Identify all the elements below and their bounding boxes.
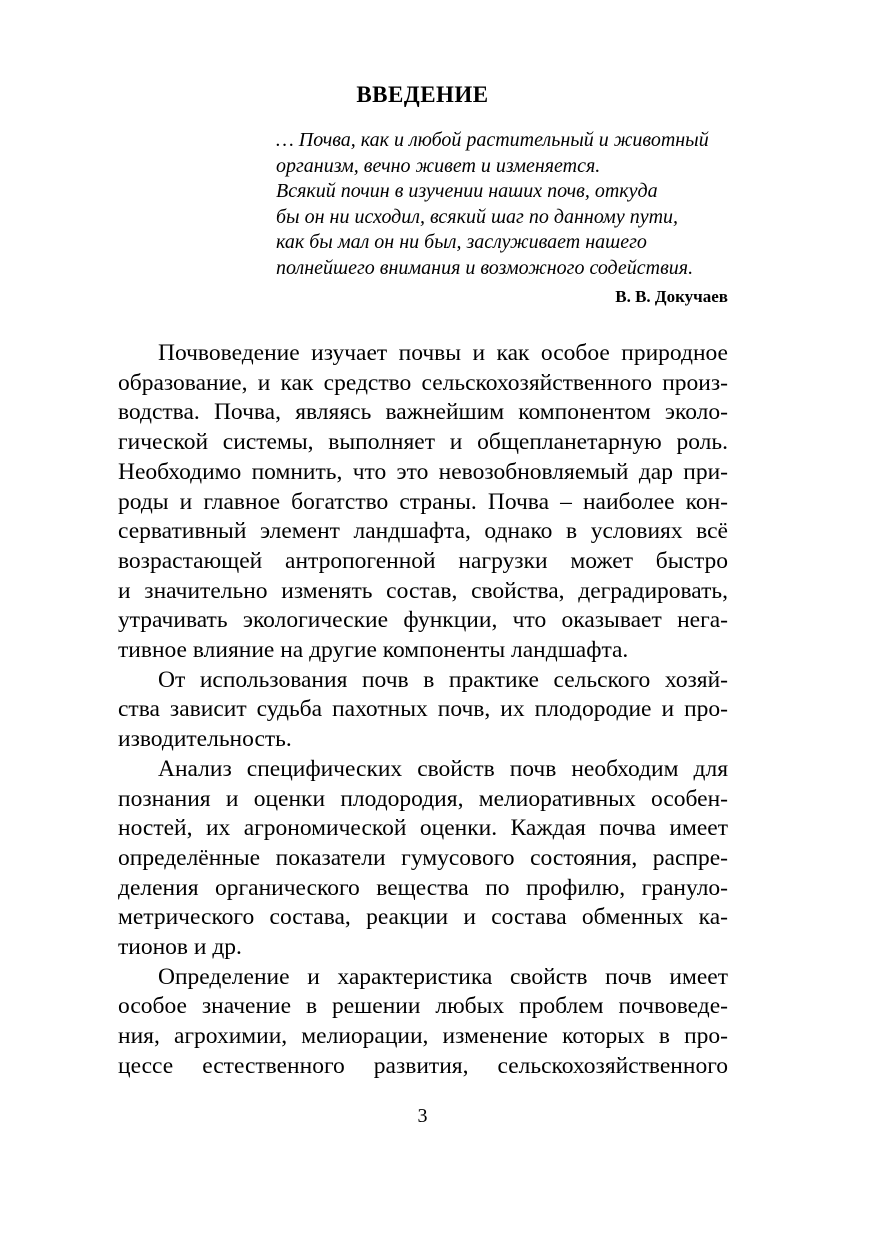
text-line: Почвоведение изучает почвы и как особое природное (158, 340, 728, 366)
epigraph-line: бы он ни исходил, всякий шаг по данному пути, (276, 205, 679, 228)
epigraph-line: организм, вечно живет и изменяется. (276, 154, 601, 177)
text-line: От использования почв в практике сельского хозяй- (158, 666, 728, 693)
paragraph-1 (118, 339, 728, 666)
text-line: деления органического вещества по профилю, грануло- (118, 874, 728, 901)
text-line: метрического состава, реакции и состава обменных ка- (118, 904, 728, 931)
text-line: Необходимо помнить, что это невозобновляемый дар при- (118, 458, 728, 485)
text-line: образование, и как средство сельскохозяйственного произ- (118, 369, 728, 396)
epigraph-line: Всякий почин в изучении наших почв, откуда (276, 180, 658, 202)
text-line: цессе естественного развития, сельскохозяйственного (118, 1052, 728, 1079)
text-line: утрачивать экологические функции, что оказывает нега- (118, 607, 728, 634)
text-line: тивное влияние на другие компоненты ландшафта. (118, 637, 629, 664)
epigraph-line: полнейшего внимания и возможного содействия. (276, 256, 694, 279)
text-line: гической системы, выполняет и общепланетарную роль. (118, 429, 728, 456)
text-line: роды и главное богатство страны. Почва – наиболее кон- (118, 488, 728, 515)
epigraph-line: как бы мал он ни был, заслуживает нашего (276, 231, 647, 253)
text-line: Анализ специфических свойств почв необходим для (158, 755, 728, 782)
page-title: ВВЕДЕНИЕ (356, 82, 489, 107)
text-line: сервативный элемент ландшафта, однако в условиях всё (118, 518, 728, 545)
paragraph-3 (118, 755, 728, 963)
text-line: ностей, их агрономической оценки. Каждая почва имеет (118, 815, 728, 842)
text-line: особое значение в решении любых проблем почвоведе- (118, 993, 728, 1020)
text-line: ства зависит судьба пахотных почв, их плодородие и про- (118, 696, 728, 723)
text-line: Определение и характеристика свойств почв имеет (158, 963, 728, 990)
text-line: ния, агрохимии, мелиорации, изменение которых в про- (118, 1023, 728, 1050)
text-line: возрастающей антропогенной нагрузки может быстро (118, 547, 728, 574)
epigraph-author: В. В. Докучаев (615, 287, 728, 306)
epigraph (276, 128, 728, 307)
text-line: познания и оценки плодородия, мелиоративных особен- (118, 785, 728, 812)
text-line: определённые показатели гумусового состояния, распре- (118, 844, 728, 871)
text-line: водства. Почва, являясь важнейшим компонентом эколо- (118, 399, 728, 426)
paragraph-2 (118, 666, 728, 755)
epigraph-line: … Почва, как и любой растительный и животный (276, 129, 709, 151)
text-line: изводительность. (118, 726, 292, 753)
page-number: 3 (417, 1105, 428, 1127)
text-line: и значительно изменять состав, свойства, деградировать, (118, 577, 728, 604)
paragraph-4 (118, 963, 728, 1082)
text-line: тионов и др. (118, 934, 242, 961)
body-text (118, 339, 728, 1082)
